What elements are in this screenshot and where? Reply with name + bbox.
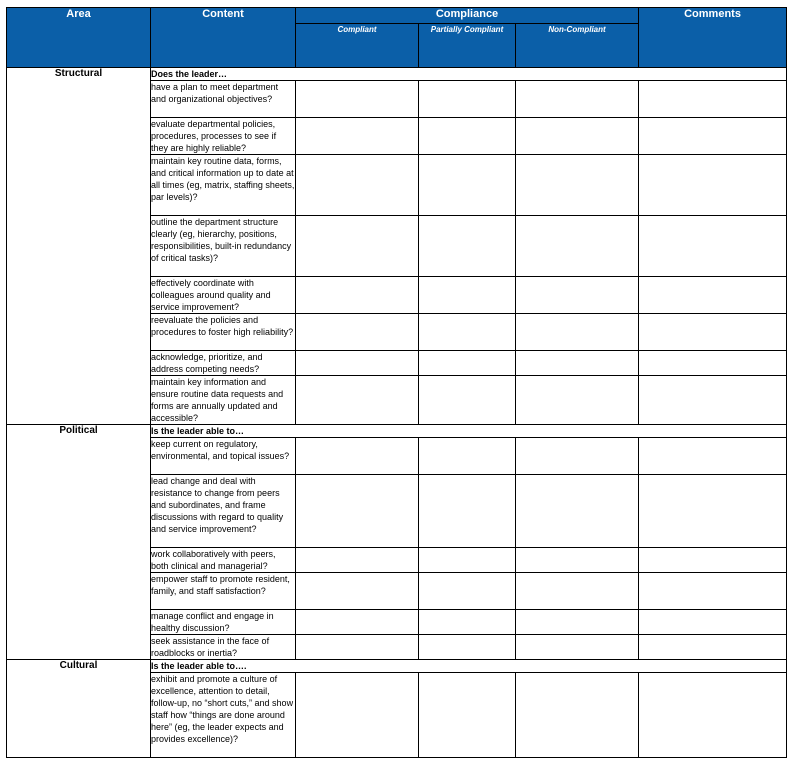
item-text: exhibit and promote a culture of excellence, attention to detail, follow-up, no “short cuts,” and show staff how “things are done around here” (eg, the leader expects and provides excellence)? [151,673,296,758]
partially-compliant-cell[interactable] [419,573,516,610]
non-compliant-cell[interactable] [516,673,639,758]
compliant-cell[interactable] [296,635,419,660]
partially-compliant-cell[interactable] [419,376,516,425]
item-text: empower staff to promote resident, family, and staff satisfaction? [151,573,296,610]
comments-cell[interactable] [639,376,787,425]
partially-compliant-cell[interactable] [419,81,516,118]
non-compliant-cell[interactable] [516,277,639,314]
partially-compliant-cell[interactable] [419,438,516,475]
compliant-cell[interactable] [296,438,419,475]
non-compliant-cell[interactable] [516,81,639,118]
partially-compliant-cell[interactable] [419,216,516,277]
non-compliant-cell[interactable] [516,314,639,351]
non-compliant-cell[interactable] [516,635,639,660]
compliant-cell[interactable] [296,277,419,314]
compliant-cell[interactable] [296,610,419,635]
content-header: Content [151,8,296,68]
non-compliant-cell[interactable] [516,216,639,277]
item-text: work collaboratively with peers, both clinical and managerial? [151,548,296,573]
compliant-cell[interactable] [296,475,419,548]
compliant-cell[interactable] [296,673,419,758]
partially-compliant-cell[interactable] [419,635,516,660]
comments-cell[interactable] [639,351,787,376]
partially-compliant-cell[interactable] [419,118,516,155]
non-compliant-cell[interactable] [516,351,639,376]
non-compliant-cell[interactable] [516,155,639,216]
compliance-header: Compliance [296,8,639,24]
comments-cell[interactable] [639,635,787,660]
item-text: evaluate departmental policies, procedures, processes to see if they are highly reliable? [151,118,296,155]
partially-compliant-cell[interactable] [419,475,516,548]
partially-compliant-cell[interactable] [419,351,516,376]
comments-header: Comments [639,8,787,68]
compliant-header: Compliant [296,24,419,68]
partially-compliant-cell[interactable] [419,314,516,351]
comments-cell[interactable] [639,155,787,216]
compliant-cell[interactable] [296,118,419,155]
partially-compliant-cell[interactable] [419,548,516,573]
comments-cell[interactable] [639,81,787,118]
comments-cell[interactable] [639,314,787,351]
area-header: Area [7,8,151,68]
section-intro: Does the leader… [151,68,787,81]
partially-compliant-cell[interactable] [419,277,516,314]
comments-cell[interactable] [639,610,787,635]
item-text: effectively coordinate with colleagues around quality and service improvement? [151,277,296,314]
comments-cell[interactable] [639,475,787,548]
non-compliant-cell[interactable] [516,376,639,425]
comments-cell[interactable] [639,277,787,314]
compliant-cell[interactable] [296,351,419,376]
item-text: seek assistance in the face of roadblocks or inertia? [151,635,296,660]
compliant-cell[interactable] [296,314,419,351]
comments-cell[interactable] [639,438,787,475]
comments-cell[interactable] [639,548,787,573]
non-compliant-cell[interactable] [516,610,639,635]
non-compliant-cell[interactable] [516,573,639,610]
comments-cell[interactable] [639,216,787,277]
item-text: manage conflict and engage in healthy discussion? [151,610,296,635]
partially-compliant-cell[interactable] [419,610,516,635]
partially-compliant-cell[interactable] [419,155,516,216]
leadership-assessment-table [6,7,787,758]
section-intro: Is the leader able to…. [151,660,787,673]
non-compliant-cell[interactable] [516,118,639,155]
compliant-cell[interactable] [296,216,419,277]
item-text: acknowledge, prioritize, and address competing needs? [151,351,296,376]
item-text: reevaluate the policies and procedures to foster high reliability? [151,314,296,351]
non-compliant-cell[interactable] [516,475,639,548]
comments-cell[interactable] [639,573,787,610]
non-compliant-cell[interactable] [516,438,639,475]
comments-cell[interactable] [639,673,787,758]
compliant-cell[interactable] [296,573,419,610]
item-text: have a plan to meet department and organizational objectives? [151,81,296,118]
compliant-cell[interactable] [296,155,419,216]
item-text: maintain key information and ensure routine data requests and forms are annually updated and accessible? [151,376,296,425]
non-compliant-cell[interactable] [516,548,639,573]
item-text: maintain key routine data, forms, and critical information up to date at all times (eg, matrix, staffing sheets, par levels)? [151,155,296,216]
area-structural: Structural [7,68,151,425]
compliant-cell[interactable] [296,81,419,118]
compliant-cell[interactable] [296,548,419,573]
area-political: Political [7,425,151,660]
partially-compliant-cell[interactable] [419,673,516,758]
non-compliant-header: Non-Compliant [516,24,639,68]
area-cultural: Cultural [7,660,151,758]
partially-compliant-header: Partially Compliant [419,24,516,68]
section-intro: Is the leader able to… [151,425,787,438]
item-text: outline the department structure clearly (eg, hierarchy, positions, responsibilities, built-in redundancy of critical tasks)? [151,216,296,277]
item-text: keep current on regulatory, environmental, and topical issues? [151,438,296,475]
item-text: lead change and deal with resistance to change from peers and subordinates, and frame discussions with regard to quality and service improvement? [151,475,296,548]
compliant-cell[interactable] [296,376,419,425]
comments-cell[interactable] [639,118,787,155]
